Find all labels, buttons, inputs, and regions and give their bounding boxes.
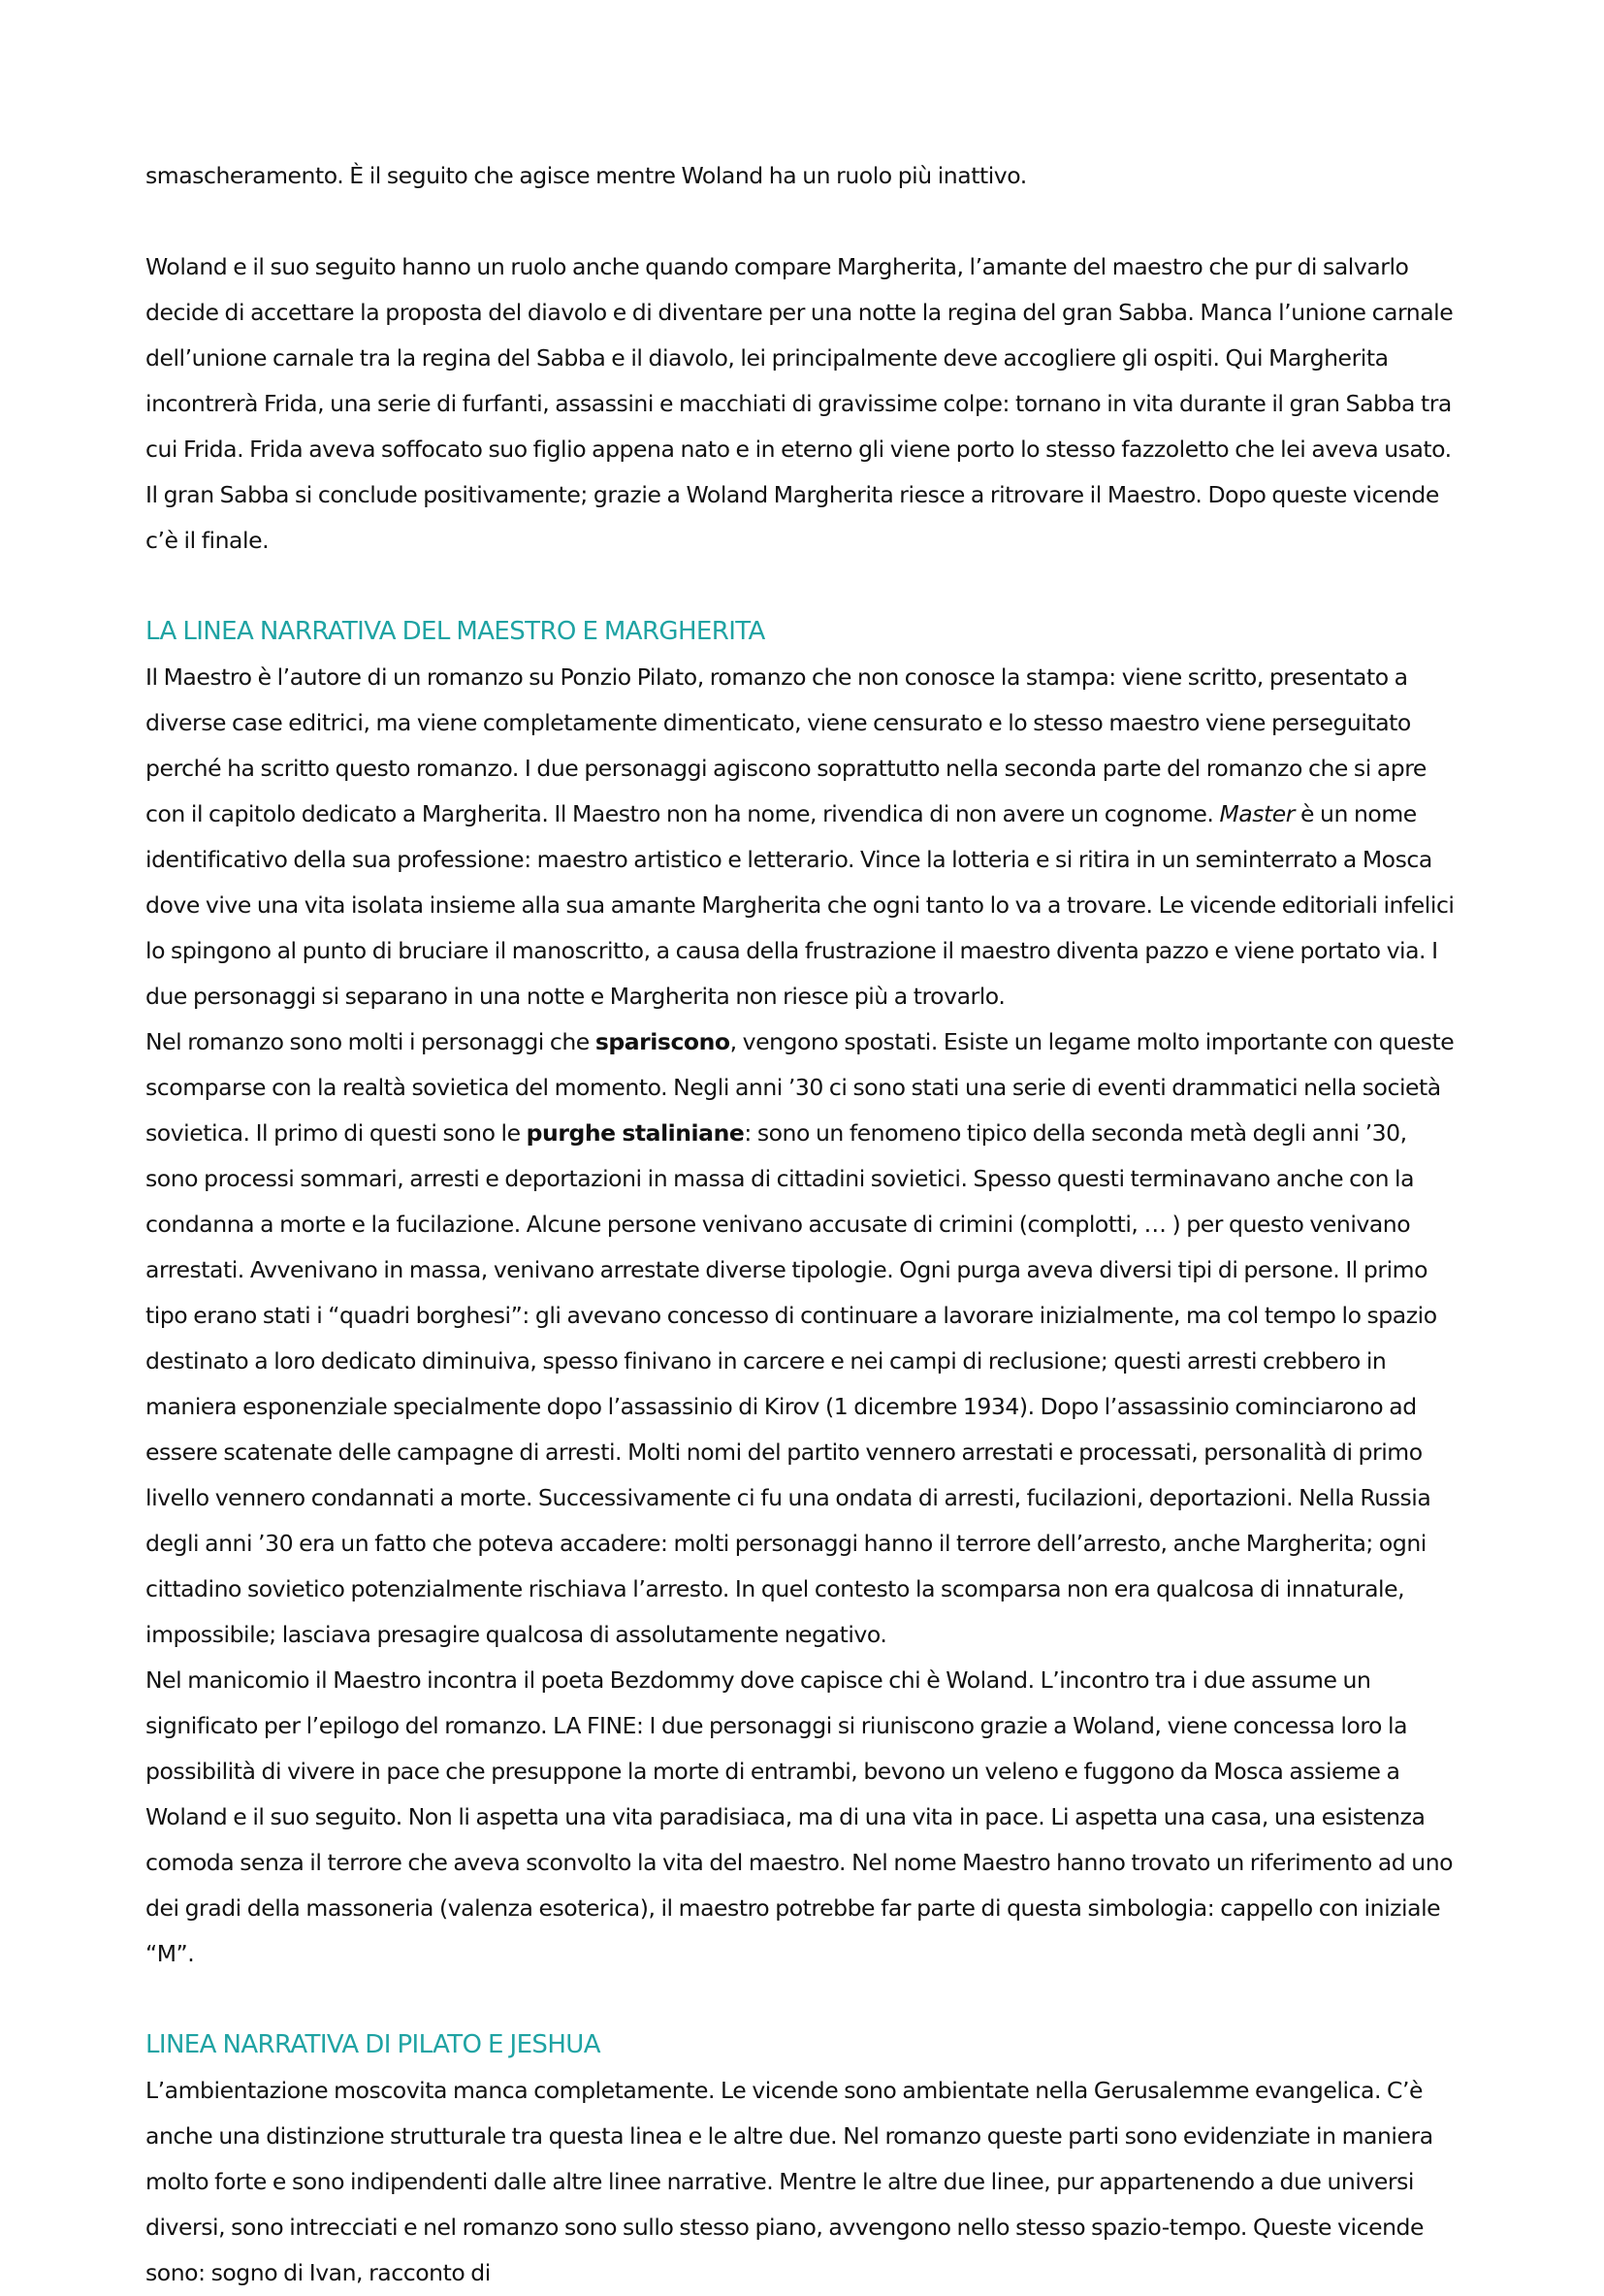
paragraph-woland-margherita: Woland e il suo seguito hanno un ruolo anche quando compare Margherita, l’amante del maestro che pur di salvarlo decide di accettare la proposta del diavolo e di diventare per una notte la regina del gran Sabba. Manca l’unione carnale dell’unione carnale tra la regina del Sabba e il diavolo, lei principalmente deve accogliere gli ospiti. Qui Margherita incontrerà Frida, una serie di furfanti, assassini e macchiati di gravissime colpe: tornano in vita durante il gran Sabba tra cui Frida. Frida aveva soffocato suo figlio appena nato e in eterno gli viene porto lo stesso fazzoletto che lei aveva usato. Il gran Sabba si conclude positivamente; grazie a Woland Margherita riesce a ritrovare il Maestro. Dopo queste vicende c’è il finale.	[145, 253, 1454, 554]
bold-term-purghe: purghe staliniane	[526, 1119, 745, 1147]
text-run: Nel romanzo sono molti i personaggi che	[145, 1028, 595, 1055]
section-heading-maestro-margherita: LA LINEA NARRATIVA DEL MAESTRO E MARGHERITA	[145, 617, 765, 646]
paragraph-finale: Nel manicomio il Maestro incontra il poeta Bezdommy dove capisce chi è Woland. L’incontro tra i due assume un significato per l’epilogo del romanzo. LA FINE: I due personaggi si riuniscono grazie a Woland, viene concessa loro la possibilità di vivere in pace che presuppone la morte di entrambi, bevono un veleno e fuggono da Mosca assieme a Woland e il suo seguito. Non li aspetta una vita paradisiaca, ma di una vita in pace. Li aspetta una casa, una esistenza comoda senza il terrore che aveva sconvolto la vita del maestro. Nel nome Maestro hanno trovato un riferimento ad uno dei gradi della massoneria (valenza esoterica), il maestro potrebbe far parte di questa simbologia: cappello con iniziale “M”.	[145, 1666, 1454, 1967]
italic-term-master: Master	[1219, 800, 1295, 827]
paragraph-purghe	[145, 1019, 1460, 1658]
spacer	[145, 1977, 1460, 2022]
spacer	[145, 199, 1460, 244]
text-run: Il Maestro è l’autore di un romanzo su Ponzio Pilato, romanzo che non conosce la stampa: viene scritto, presentato a diverse case editrici, ma viene completamente dimenticato, viene censurato e lo stesso maestro viene perseguitato perché ha scritto questo romanzo. I due personaggi agiscono soprattutto nella seconda parte del romanzo che si apre con il capitolo dedicato a Margherita. Il Maestro non ha nome, rivendica di non avere un cognome.	[145, 663, 1427, 827]
text-run: : sono un fenomeno tipico della seconda metà degli anni ’30, sono processi sommari, arresti e deportazioni in massa di cittadini sovietici. Spesso questi terminavano anche con la condanna a morte e la fucilazione. Alcune persone venivano accusate di crimini (complotti, … ) per questo venivano arrestati. Avvenivano in massa, venivano arrestate diverse tipologie. Ogni purga aveva diversi tipi di persone. Il primo tipo erano stati i “quadri borghesi”: gli avevano concesso di continuare a lavorare inizialmente, ma col tempo lo spazio destinato a loro dedicato diminuiva, spesso finivano in carcere e nei campi di reclusione; questi arresti crebbero in maniera esponenziale specialmente dopo l’assassinio di Kirov (1 dicembre 1934). Dopo l’assassinio cominciarono ad essere scatenate delle campagne di arresti. Molti nomi del partito vennero arrestati e processati, personalità di primo livello vennero condannati a morte. Successivamente ci fu una ondata di arresti, fucilazioni, deportazioni. Nella Russia degli anni ’30 era un fatto che poteva accadere: molti personaggi hanno il terrore dell’arresto, anche Margherita; ogni cittadino sovietico potenzialmente rischiava l’arresto. In quel contesto la scomparsa non era qualcosa di innaturale, impossibile; lasciava presagire qualcosa di assolutamente negativo.	[145, 1119, 1437, 1648]
paragraph-pilato: L’ambientazione moscovita manca completamente. Le vicende sono ambientate nella Gerusalemme evangelica. C’è anche una distinzione strutturale tra questa linea e le altre due. Nel romanzo queste parti sono evidenziate in maniera molto forte e sono indipendenti dalle altre linee narrative. Mentre le altre due linee, pur appartenendo a due universi diversi, sono intrecciati e nel romanzo sono sullo stesso piano, avvengono nello stesso spazio-tempo. Queste vicende sono: sogno di Ivan, racconto di	[145, 2077, 1433, 2286]
text-run: è un nome identificativo della sua professione: maestro artistico e letterario. Vince la lotteria e si ritira in un seminterrato a Mosca dove vive una vita isolata insieme alla sua amante Margherita che ogni tanto lo va a trovare. Le vicende editoriali infelici lo spingono al punto di bruciare il manoscritto, a causa della frustrazione il maestro diventa pazzo e viene portato via. I due personaggi si separano in una notte e Margherita non riesce più a trovarlo.	[145, 800, 1455, 1010]
spacer	[145, 564, 1460, 609]
section-heading-pilato-jeshua: LINEA NARRATIVA DI PILATO E JESHUA	[145, 2030, 600, 2059]
bold-term-spariscono: spariscono	[594, 1028, 730, 1055]
paragraph-maestro	[145, 655, 1460, 1019]
text-run: , vengono spostati. Esiste un legame molto importante con queste scomparse con la realtà sovietica del momento. Negli anni ’30 ci sono stati una serie di eventi drammatici nella società sovietica. Il primo di questi sono le	[145, 1028, 1455, 1147]
paragraph-intro-end: smascheramento. È il seguito che agisce mentre Woland ha un ruolo più inattivo.	[145, 162, 1027, 189]
